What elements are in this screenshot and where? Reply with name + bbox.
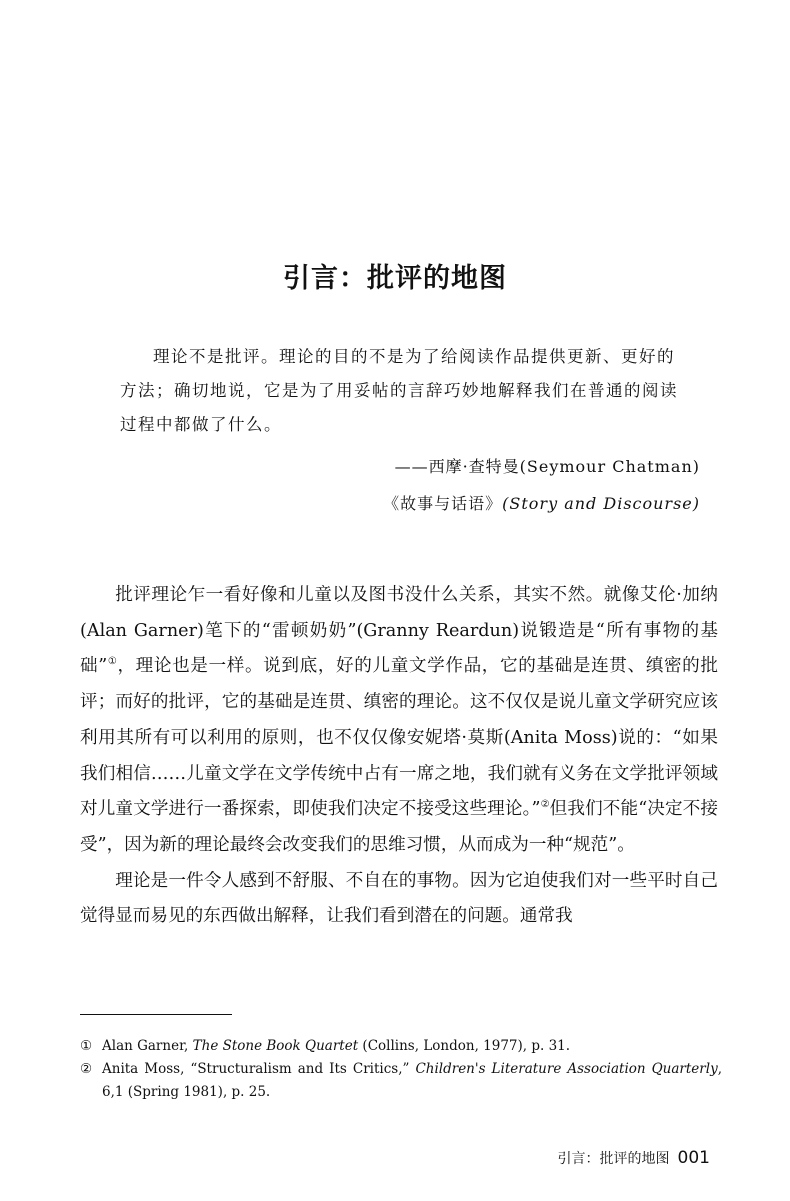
footnote-2-mark: ②	[80, 1061, 93, 1077]
footnote-1-title: The Stone Book Quartet	[192, 1038, 359, 1054]
footnote-2	[80, 1058, 722, 1104]
footnote-1-mark: ①	[80, 1038, 93, 1054]
paragraph-1-part-3: 但我们不能“决定不接受”，因为新的理论最终会改变我们的思维习惯，从而成为一种“规范”。	[80, 799, 718, 855]
footnote-2-title: Children's Literature Association Quarterly	[415, 1061, 718, 1077]
paragraph-1-part-1: 批评理论乍一看好像和儿童以及图书没什么关系，其实不然。就像艾伦·加纳(Alan Garner)笔下的“雷顿奶奶”(Granny Reardun)说锻造是“所有事物的基础”	[80, 585, 718, 677]
epigraph-work	[383, 491, 700, 514]
paragraph-1-part-2: ，理论也是一样。说到底，好的儿童文学作品，它的基础是连贯、缜密的批评；而好的批评，它的基础是连贯、缜密的理论。这不仅仅是说儿童文学研究应该利用其所有可以利用的原则，也不仅仅像安妮塔·莫斯(Anita Moss)说的：“如果我们相信……儿童文学在文学传统中占有一席之地，我们就有义务在文学批评领域对儿童文学进行一番探索，即使我们决定不接受这些理论。”	[80, 656, 718, 820]
running-head: 引言：批评的地图	[557, 1151, 670, 1167]
epigraph-author: ——西摩·查特曼(Seymour Chatman)	[394, 457, 700, 476]
footnote-2-post: , 6,1 (Spring 1981), p. 25.	[102, 1061, 722, 1100]
epigraph	[120, 340, 680, 442]
epigraph-work-title-en: (Story and Discourse)	[502, 494, 700, 513]
epigraph-work-title: 《故事与话语》	[383, 494, 503, 513]
chapter-title: 引言：批评的地图	[283, 263, 507, 294]
footnote-1-pre: Alan Garner,	[102, 1038, 193, 1054]
footnote-ref-1[interactable]: ①	[107, 656, 118, 668]
footnote-1-post: (Collins, London, 1977), p. 31.	[358, 1038, 571, 1054]
paragraph-2: 理论是一件令人感到不舒服、不自在的事物。因为它迫使我们对一些平时自己觉得显而易见的东西做出解释，让我们看到潜在的问题。通常我	[80, 870, 718, 927]
footnote-ref-2[interactable]: ②	[540, 799, 550, 811]
paragraph-1	[80, 578, 718, 864]
footnotes	[80, 1035, 722, 1104]
epigraph-quote: 理论不是批评。理论的目的不是为了给阅读作品提供更新、更好的方法；确切地说，它是为了用妥帖的言辞巧妙地解释我们在普通的阅读过程中都做了什么。	[120, 347, 678, 434]
footnote-1	[80, 1035, 722, 1058]
footnote-divider	[80, 1014, 232, 1015]
page-footer	[558, 1148, 710, 1168]
body-text	[80, 578, 718, 935]
page-number: 001	[677, 1148, 710, 1168]
footnote-2-pre: Anita Moss, “Structuralism and Its Critics,”	[102, 1061, 416, 1077]
